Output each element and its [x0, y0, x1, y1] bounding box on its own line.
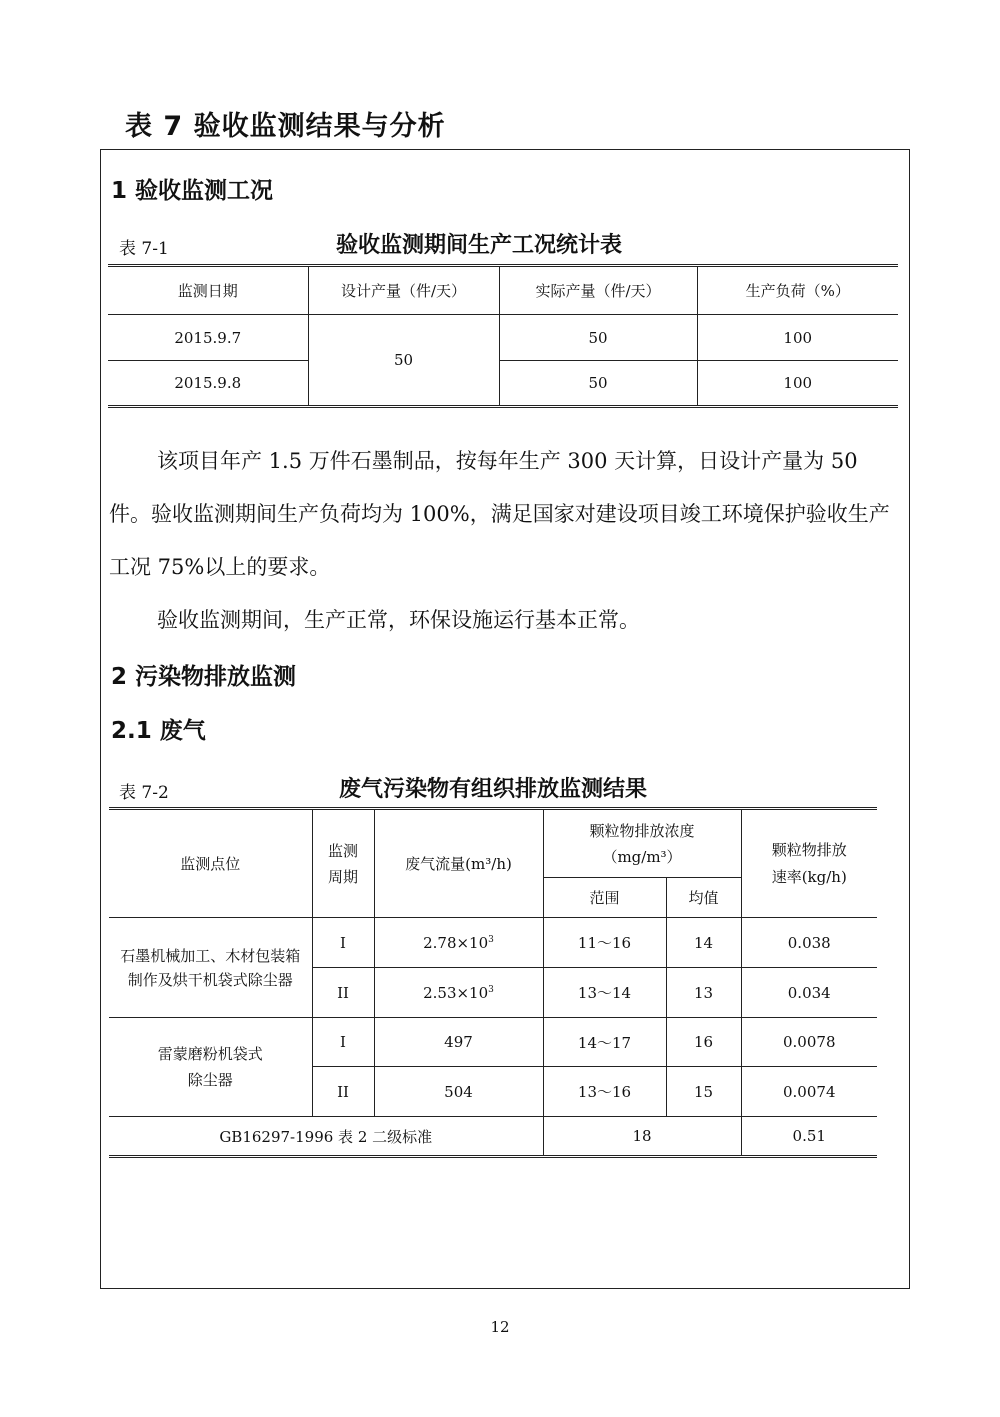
section2-heading: 2 污染物排放监测: [111, 664, 297, 690]
cell-actual: 50: [499, 315, 697, 361]
cell-flow: $2.53\times 10^3$: [374, 968, 543, 1018]
cell-load: 100: [697, 361, 898, 407]
cell-rate: 0.0078: [741, 1018, 877, 1067]
cell-standard-rate: 0.51: [741, 1117, 877, 1157]
section1-heading: 1 验收监测工况: [111, 178, 274, 204]
cell-range: 11～16: [543, 918, 666, 968]
cell-flow: $2.78\times 10^3$: [374, 918, 543, 968]
cell-range: 13～16: [543, 1067, 666, 1117]
cell-cycle: II: [312, 1067, 374, 1117]
cell-mean: 16: [666, 1018, 741, 1067]
header-load: 生产负荷（%）: [697, 266, 898, 315]
table-row: [108, 361, 898, 407]
cell-cycle: I: [312, 1018, 374, 1067]
section2-subheading: 2.1 废气: [111, 718, 206, 744]
cell-range: 13～14: [543, 968, 666, 1018]
table1-number: 表 7-1: [119, 239, 169, 259]
header-actual: 实际产量（件/天）: [499, 266, 697, 315]
cell-design: 50: [308, 315, 499, 407]
chapter-title: 表 7 验收监测结果与分析: [125, 111, 446, 142]
cell-point: 石墨机械加工、木材包装箱制作及烘干机袋式除尘器: [109, 918, 312, 1018]
cell-cycle: I: [312, 918, 374, 968]
table-row: [109, 1018, 877, 1067]
cell-mean: 15: [666, 1067, 741, 1117]
header-rate: 颗粒物排放速率(kg/h): [741, 809, 877, 918]
cell-range: 14～17: [543, 1018, 666, 1067]
table2-number: 表 7-2: [119, 783, 169, 803]
paragraph-operation: 验收监测期间，生产正常，环保设施运行基本正常。: [157, 608, 640, 632]
header-range: 范围: [543, 878, 666, 918]
emission-table: [109, 807, 877, 1158]
production-table: [108, 264, 898, 408]
paragraph-workload: 该项目年产 1.5 万件石墨制品，按每年生产 300 天计算，日设计产量为 50 件。验收监测期间生产负荷均为 100%，满足国家对建设项目竣工环境保护验收生产工况 75%以上的要求。: [109, 449, 890, 579]
header-flow: 废气流量(m³/h): [374, 809, 543, 918]
cell-standard-conc: 18: [543, 1117, 741, 1157]
cell-load: 100: [697, 315, 898, 361]
header-date: 监测日期: [108, 266, 308, 315]
table-row: [108, 315, 898, 361]
cell-flow: 497: [374, 1018, 543, 1067]
header-cycle: 监测周期: [312, 809, 374, 918]
header-concentration: 颗粒物排放浓度（mg/m³）: [543, 809, 741, 878]
table2-title: 废气污染物有组织排放监测结果: [339, 777, 648, 802]
cell-rate: 0.0074: [741, 1067, 877, 1117]
cell-actual: 50: [499, 361, 697, 407]
cell-date: 2015.9.7: [108, 315, 308, 361]
cell-flow: 504: [374, 1067, 543, 1117]
cell-mean: 14: [666, 918, 741, 968]
page-number: 12: [490, 1318, 510, 1336]
header-point: 监测点位: [109, 809, 312, 918]
cell-point: 雷蒙磨粉机袋式除尘器: [109, 1018, 312, 1117]
header-design: 设计产量（件/天）: [308, 266, 499, 315]
body-text: [109, 435, 901, 647]
table1-title: 验收监测期间生产工况统计表: [336, 233, 623, 258]
cell-rate: 0.034: [741, 968, 877, 1018]
cell-rate: 0.038: [741, 918, 877, 968]
content-frame: [100, 149, 910, 1289]
header-mean: 均值: [666, 878, 741, 918]
cell-mean: 13: [666, 968, 741, 1018]
table-row: [109, 918, 877, 968]
cell-cycle: II: [312, 968, 374, 1018]
standard-row: [109, 1117, 877, 1157]
cell-standard-label: GB16297-1996 表 2 二级标准: [109, 1117, 543, 1157]
cell-date: 2015.9.8: [108, 361, 308, 407]
